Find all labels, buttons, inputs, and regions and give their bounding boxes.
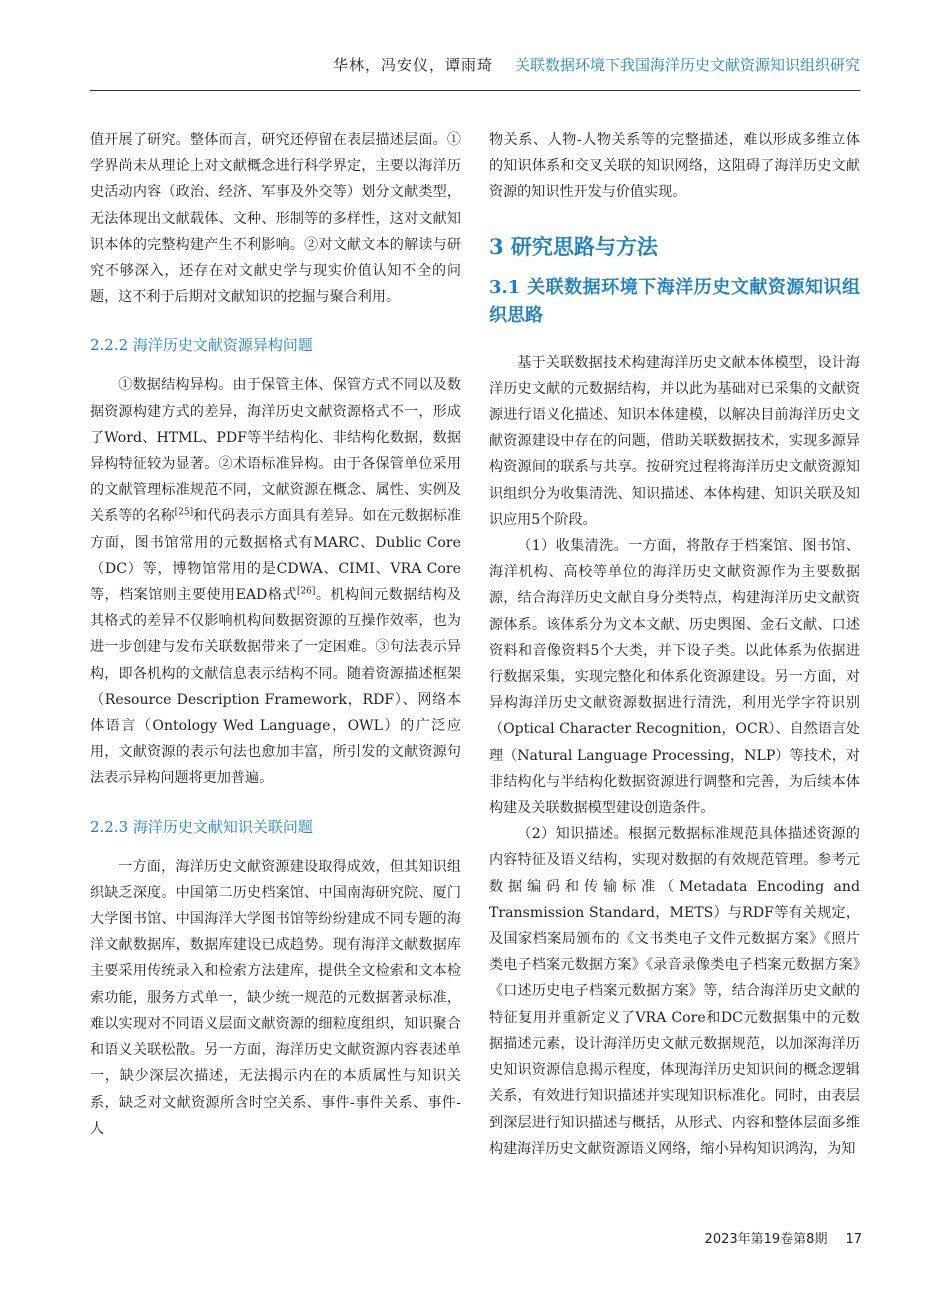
- section-heading-3: 3 研究思路与方法: [489, 233, 658, 259]
- citation-ref[interactable]: [25]: [174, 507, 194, 518]
- body-paragraph: 基于关联数据技术构建海洋历史文献本体模型，设计海洋历史文献的元数据结构，并以此为基础对已采集的文献资源进行语义化描述、知识本体建模，以解决目前海洋历史文献资源建设中存在的问题，借助关联数据技术，实现多源异构资源间的联系与共享。按研究过程将海洋历史文献资源知识组织分为收集清洗、知识描述、本体构建、知识关联及知识应用5个阶段。: [489, 354, 860, 528]
- body-paragraph: （1）收集清洗。一方面，将散存于档案馆、图书馆、海洋机构、高校等单位的海洋历史文献资源作为主要数据源，结合海洋历史文献自身分类特点，构建海洋历史文献资源体系。该体系分为文本文献、历史舆图、金石文献、口述资料和音像资料5个大类，并下设子类。以此体系为依据进行数据采集，实现完整化和体系化资源建设。另一方面，对异构海洋历史文献资源数据进行清洗，利用光学字符识别（Optical Character Recognition，OCR）、自然语言处理（Natural Language Processing，NLP）等技术，对非结构化与半结构化数据资源进行调整和完善，为后续本体构建及关联数据模型建设创造条件。: [489, 538, 860, 817]
- body-text: ①数据结构异构。由于保管主体、保管方式不同以及数据资源构建方式的差异，海洋历史文献资源格式不一，形成了Word、HTML、PDF等半结构化、非结构化数据，数据异构特征较为显著。②术语标准异构。由于各保管单位采用的文献管理标准规范不同，文献资源在概念、属性、实例及关系等的名称: [90, 377, 461, 525]
- body-paragraph: [90, 372, 461, 791]
- citation-ref[interactable]: [26]: [296, 586, 316, 597]
- body-text: 。机构间元数据结构及其格式的差异不仅影响机构间数据资源的互操作效率，也为进一步创建与发布关联数据带来了一定困难。③句法表示异构，即各机构的文献信息表示结构不同。随着资源描述框架（Resource Description Framework，RDF）、网络本体语言（Ontology Wed Language，OWL）的广泛应用，文献资源的表示句法也愈加丰富，所引发的文献资源句法表示异构问题将更加普遍。: [90, 587, 462, 787]
- body-text: 和代码表示方面具有差异。如在元数据标准方面，图书馆常用的元数据格式有MARC、Dublic Core（DC）等，博物馆常用的是CDWA、CIMI、VRA Core等，档案馆则主要使用EAD格式: [90, 508, 462, 604]
- section-heading-3-1: 3.1 关联数据环境下海洋历史文献资源知识组织思路: [489, 276, 860, 326]
- issue-label: 2023年第19卷第8期: [704, 1232, 828, 1247]
- body-paragraph: 值开展了研究。整体而言，研究还停留在表层描述层面。①学界尚未从理论上对文献概念进行科学界定，主要以海洋历史活动内容（政治、经济、军事及外交等）划分文献类型，无法体现出文献载体、文种、形制等的多样性，这对文献知识本体的完整构建产生不利影响。②对文献文本的解读与研究不够深入，还存在对文献史学与现实价值认知不全的问题，这不利于后期对文献知识的挖掘与聚合利用。: [90, 132, 461, 306]
- body-paragraph: 物关系、人物-人物关系等的完整描述，难以形成多维立体的知识体系和交叉关联的知识网络，这阻碍了海洋历史文献资源的知识性开发与价值实现。: [489, 132, 860, 201]
- header-authors: 华林，冯安仪，谭雨琦: [332, 56, 493, 74]
- section-heading-2-2-3: 2.2.3 海洋历史文献知识关联问题: [90, 817, 313, 836]
- page-number: 17: [845, 1232, 862, 1247]
- left-column: [90, 127, 461, 1142]
- page-footer: [705, 1228, 862, 1247]
- header-rule: [90, 90, 860, 91]
- section-heading-2-2-2: 2.2.2 海洋历史文献资源异构问题: [90, 336, 313, 355]
- running-header: [90, 54, 860, 75]
- body-paragraph: 一方面，海洋历史文献资源建设取得成效，但其知识组织缺乏深度。中国第二历史档案馆、中国南海研究院、厦门大学图书馆、中国海洋大学图书馆等纷纷建成不同专题的海洋文献数据库，数据库建设已成趋势。现有海洋文献数据库主要采用传统录入和检索方法建库，提供全文检索和文本检索功能，服务方式单一，缺少统一规范的元数据著录标准，难以实现对不同语义层面文献资源的细粒度组织，知识聚合和语义关联松散。另一方面，海洋历史文献资源内容表述单一，缺少深层次描述，无法揭示内在的本质属性与知识关系，缺乏对文献资源所含时空关系、事件-事件关系、事件-人: [90, 858, 461, 1137]
- right-column: [489, 127, 860, 1162]
- header-title: 关联数据环境下我国海洋历史文献资源知识组织研究: [514, 56, 860, 74]
- body-paragraph: （2）知识描述。根据元数据标准规范具体描述资源的内容特征及语义结构，实现对数据的有效规范管理。参考元数据编码和传输标准（Metadata Encoding and Transmission Standard，METS）与RDF等有关规定，及国家档案局颁布的《文书类电子文件元数据方案》《照片类电子档案元数据方案》《录音录像类电子档案元数据方案》《口述历史电子档案元数据方案》等，结合海洋历史文献的特征复用并重新定义了VRA Core和DC元数据集中的元数据描述元素，设计海洋历史文献元数据规范，以加深海洋历史知识资源信息揭示程度，体现海洋历史知识间的概念逻辑关系，有效进行知识描述并实现知识标准化。同时，由表层到深层进行知识描述与概括，从形式、内容和整体层面多维构建海洋历史文献资源语义网络，缩小异构知识鸿沟，为知: [489, 826, 860, 1157]
